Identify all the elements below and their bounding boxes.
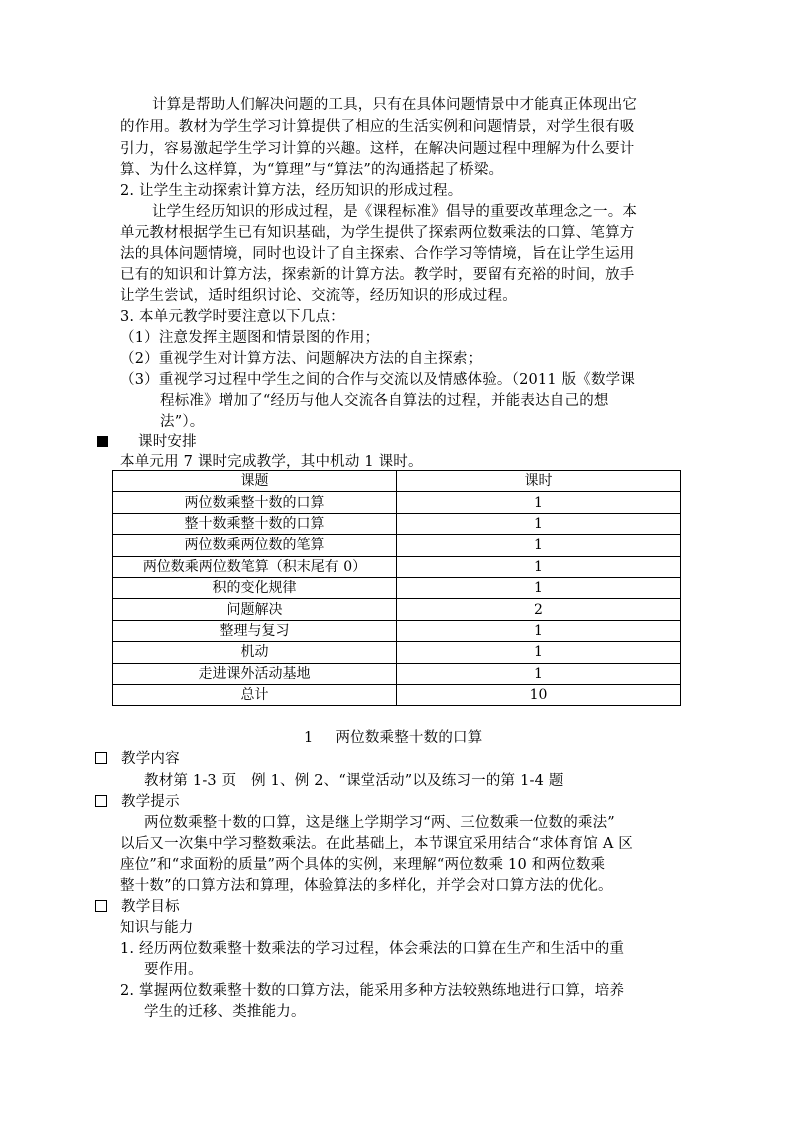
row-hours: 1 — [397, 663, 681, 684]
row-topic: 两位数乘两位数笔算（积末尾有 0） — [113, 556, 397, 577]
tips-line-1: 两位数乘整十数的口算，这是继上学期学习“两、三位数乘一位数的乘法” — [144, 815, 615, 831]
row-hours: 1 — [397, 556, 681, 577]
note-3-line-2: 程标准》增加了“经历与他人交流各自算法的过程，并能表达自己的想 — [160, 393, 609, 409]
row-topic: 整十数乘整十数的口算 — [113, 513, 397, 534]
row-hours: 1 — [397, 620, 681, 641]
col-header-topic: 课题 — [113, 471, 397, 492]
lesson-number: 1 — [304, 730, 314, 746]
note-1: （1）注意发挥主题图和情景图的作用； — [120, 330, 380, 346]
checkbox-square-icon — [95, 752, 107, 764]
black-square-bullet-icon — [97, 436, 108, 447]
table-header-row — [113, 471, 681, 492]
content-heading-row — [95, 749, 180, 770]
row-topic: 机动 — [113, 642, 397, 663]
content-heading: 教学内容 — [121, 751, 180, 767]
para2-line-2: 单元教材根据学生已有知识基础，为学生提供了探索两位数乘法的口算、笔算方 — [120, 225, 635, 241]
table-row — [113, 599, 681, 620]
row-topic: 问题解决 — [113, 599, 397, 620]
row-topic: 总计 — [113, 684, 397, 705]
table-row — [113, 642, 681, 663]
row-topic: 走进课外活动基地 — [113, 663, 397, 684]
para2-line-3: 法的具体问题情境，同时也设计了自主探索、合作学习等情境，旨在让学生运用 — [120, 246, 635, 262]
table-row — [113, 492, 681, 513]
lesson-title: 两位数乘整十数的口算 — [335, 730, 483, 746]
row-hours: 10 — [397, 684, 681, 705]
para1-line-1: 计算是帮助人们解决问题的工具，只有在具体问题情景中才能真正体现出它 — [152, 97, 638, 113]
col-header-hours: 课时 — [397, 471, 681, 492]
row-hours: 1 — [397, 513, 681, 534]
row-hours: 1 — [397, 492, 681, 513]
para2-line-5: 让学生尝试，适时组织讨论、交流等，经历知识的形成过程。 — [120, 288, 517, 304]
note-3-line-1: （3）重视学习过程中学生之间的合作与交流以及情感体验。（2011 版《数学课 — [120, 372, 636, 388]
row-hours: 1 — [397, 577, 681, 598]
row-hours: 1 — [397, 535, 681, 556]
para1-line-4: 算、为什么这样算，为“算理”与“算法”的沟通搭起了桥梁。 — [120, 162, 504, 178]
note-2: （2）重视学生对计算方法、问题解决方法的自主探索； — [120, 351, 483, 367]
row-topic: 积的变化规律 — [113, 577, 397, 598]
goal-1-line-2: 要作用。 — [144, 962, 203, 978]
para1-line-2: 的作用。教材为学生学习计算提供了相应的生活实例和问题情景，对学生很有吸 — [120, 119, 635, 135]
goal-2-line-2: 学生的迁移、类推能力。 — [144, 1004, 306, 1020]
schedule-intro: 本单元用 7 课时完成教学，其中机动 1 课时。 — [120, 454, 423, 470]
para2-line-4: 已有的知识和计算方法，探索新的计算方法。教学时，要留有充裕的时间，放手 — [120, 267, 635, 283]
note-3-line-3: 法”）。 — [160, 414, 205, 430]
checkbox-square-icon — [95, 795, 107, 807]
content-text: 教材第 1-3 页 例 1、例 2、“课堂活动”以及练习一的第 1-4 题 — [144, 773, 564, 789]
schedule-table — [112, 470, 681, 706]
goals-subheading: 知识与能力 — [120, 920, 194, 936]
tips-line-4: 整十数”的口算方法和算理，体验算法的多样化，并学会对口算方法的优化。 — [120, 878, 613, 894]
table-row — [113, 535, 681, 556]
goal-2-line-1: 2. 掌握两位数乘整十数的口算方法，能采用多种方法较熟练地进行口算，培养 — [120, 983, 625, 999]
goal-1-line-1: 1. 经历两位数乘整十数乘法的学习过程，体会乘法的口算在生产和生活中的重 — [120, 941, 625, 957]
point2-heading: 2. 让学生主动探索计算方法，经历知识的形成过程。 — [120, 183, 463, 199]
table-row — [113, 556, 681, 577]
tips-line-3: 座位”和“求面粉的质量”两个具体的实例，来理解“两位数乘 10 和两位数乘 — [120, 857, 606, 873]
lesson-title-row — [304, 728, 482, 749]
para1-line-3: 引力，容易激起学生学习计算的兴趣。这样，在解决问题过程中理解为什么要计 — [120, 141, 635, 157]
table-row — [113, 663, 681, 684]
goals-heading: 教学目标 — [121, 899, 180, 915]
schedule-heading: 课时安排 — [138, 434, 197, 450]
table-row — [113, 513, 681, 534]
tips-heading-row — [95, 792, 180, 813]
row-topic: 整理与复习 — [113, 620, 397, 641]
row-hours: 2 — [397, 599, 681, 620]
table-row — [113, 620, 681, 641]
point3-heading: 3. 本单元教学时要注意以下几点： — [120, 309, 345, 325]
row-hours: 1 — [397, 642, 681, 663]
tips-line-2: 以后又一次集中学习整数乘法。在此基础上，本节课宜采用结合“求体育馆 A 区 — [120, 836, 633, 852]
tips-heading: 教学提示 — [121, 794, 180, 810]
goals-heading-row — [95, 897, 180, 918]
table-row — [113, 577, 681, 598]
table-row — [113, 684, 681, 705]
row-topic: 两位数乘两位数的笔算 — [113, 535, 397, 556]
row-topic: 两位数乘整十数的口算 — [113, 492, 397, 513]
para2-line-1: 让学生经历知识的形成过程，是《课程标准》倡导的重要改革理念之一。本 — [152, 204, 638, 220]
schedule-heading-row — [97, 432, 197, 453]
checkbox-square-icon — [95, 900, 107, 912]
